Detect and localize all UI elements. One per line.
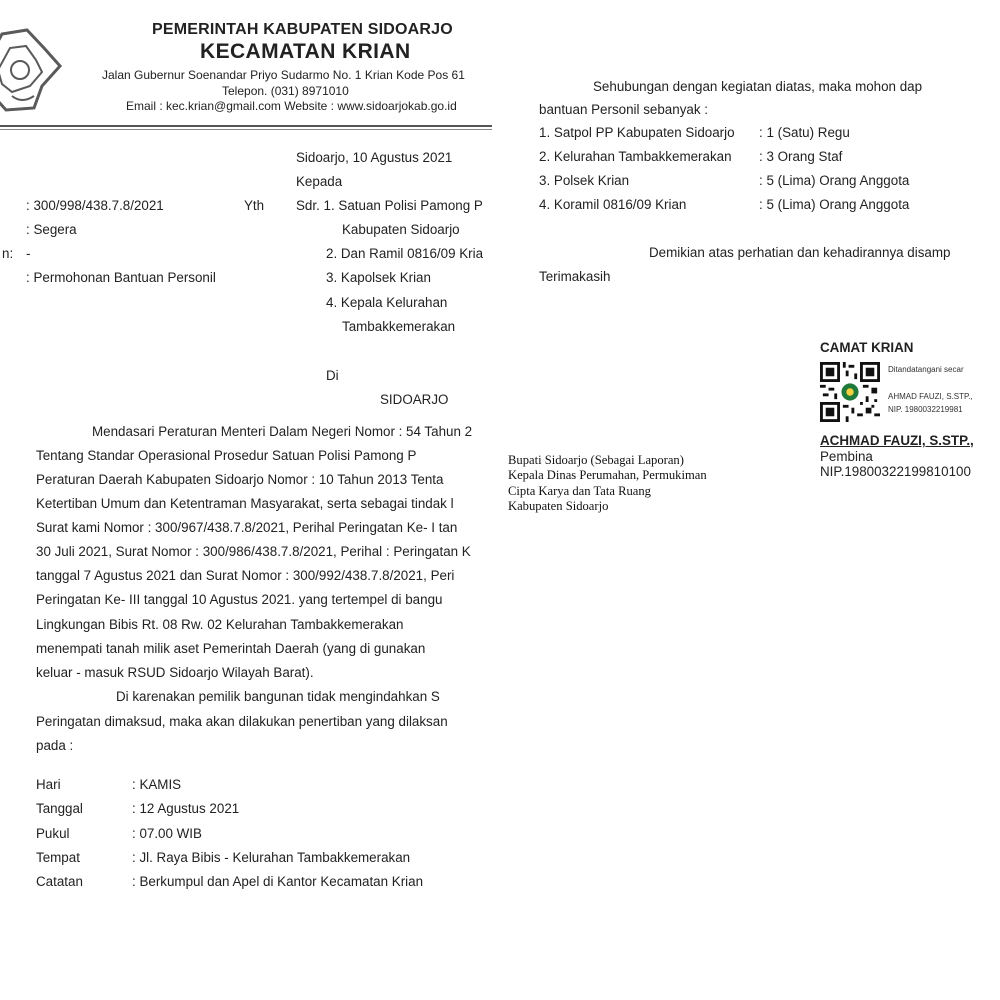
signer-nip: NIP.19800322199810100 bbox=[820, 464, 971, 479]
schedule-value: : 07.00 WIB bbox=[132, 826, 202, 841]
esign-name: AHMAD FAUZI, S.STP., bbox=[888, 392, 973, 401]
request-intro-cont: bantuan Personil sebanyak : bbox=[539, 102, 708, 117]
recipient-line: Kabupaten Sidoarjo bbox=[342, 222, 460, 237]
qr-code-icon bbox=[820, 362, 880, 422]
attachment-label: n: bbox=[2, 246, 14, 261]
body-line: Surat kami Nomor : 300/967/438.7.8/2021, Perihal Peringatan Ke- I tan bbox=[36, 520, 458, 535]
personnel-qty: : 5 (Lima) Orang Anggota bbox=[759, 173, 910, 188]
personnel-name: 3. Polsek Krian bbox=[539, 173, 630, 188]
header-rule-thin bbox=[0, 129, 492, 130]
schedule-label: Tempat bbox=[36, 850, 80, 865]
header-office: KECAMATAN KRIAN bbox=[200, 40, 411, 63]
personnel-name: 4. Koramil 0816/09 Krian bbox=[539, 197, 687, 212]
signer-title: CAMAT KRIAN bbox=[820, 340, 914, 355]
body-line: Peringatan Ke- III tanggal 10 Agustus 2021. yang tertempel di bangu bbox=[36, 592, 443, 607]
recipient-line: Sdr. 1. Satuan Polisi Pamong P bbox=[296, 198, 483, 213]
cc-line: Kepala Dinas Perumahan, Permukiman bbox=[508, 468, 707, 482]
schedule-label: Tanggal bbox=[36, 801, 83, 816]
recipient-line: Tambakkemerakan bbox=[342, 319, 456, 334]
letter-urgency: : Segera bbox=[26, 222, 77, 237]
schedule-value: : 12 Agustus 2021 bbox=[132, 801, 240, 816]
schedule-label: Hari bbox=[36, 777, 61, 792]
schedule-label: Catatan bbox=[36, 874, 83, 889]
di-label: Di bbox=[326, 368, 339, 383]
body-line: pada : bbox=[36, 738, 74, 753]
personnel-qty: : 1 (Satu) Regu bbox=[759, 125, 850, 140]
personnel-qty: : 3 Orang Staf bbox=[759, 149, 843, 164]
place-date: Sidoarjo, 10 Agustus 2021 bbox=[296, 150, 453, 165]
to-label: Kepada bbox=[296, 174, 343, 189]
header-address: Jalan Gubernur Soenandar Priyo Sudarmo No. 1 Krian Kode Pos 61 bbox=[102, 68, 465, 82]
body-line: Mendasari Peraturan Menteri Dalam Negeri Nomor : 54 Tahun 2 bbox=[92, 424, 473, 439]
signer-rank: Pembina bbox=[820, 449, 873, 464]
regency-emblem-icon bbox=[0, 26, 68, 116]
signer-name: ACHMAD FAUZI, S.STP., bbox=[820, 433, 974, 448]
schedule-label: Pukul bbox=[36, 826, 70, 841]
header-phone: Telepon. (031) 8971010 bbox=[222, 84, 349, 98]
body-line: Di karenakan pemilik bangunan tidak mengindahkan S bbox=[116, 689, 440, 704]
destination-city: SIDOARJO bbox=[380, 392, 449, 407]
body-line: Ketertiban Umum dan Ketentraman Masyarakat, serta sebagai tindak l bbox=[36, 496, 454, 511]
personnel-name: 2. Kelurahan Tambakkemerakan bbox=[539, 149, 732, 164]
cc-line: Kabupaten Sidoarjo bbox=[508, 499, 609, 513]
body-line: menempati tanah milik aset Pemerintah Daerah (yang di gunakan bbox=[36, 641, 426, 656]
thanks: Terimakasih bbox=[539, 269, 611, 284]
body-line: Peringatan dimaksud, maka akan dilakukan penertiban yang dilaksan bbox=[36, 714, 448, 729]
cc-line: Bupati Sidoarjo (Sebagai Laporan) bbox=[508, 453, 684, 467]
left-page bbox=[0, 0, 492, 1000]
header-government: PEMERINTAH KABUPATEN SIDOARJO bbox=[152, 21, 453, 38]
header-rule bbox=[0, 125, 492, 127]
body-line: tanggal 7 Agustus 2021 dan Surat Nomor : 300/992/438.7.8/2021, Peri bbox=[36, 568, 455, 583]
letter-number: : 300/998/438.7.8/2021 bbox=[26, 198, 164, 213]
personnel-qty: : 5 (Lima) Orang Anggota bbox=[759, 197, 910, 212]
schedule-value: : Jl. Raya Bibis - Kelurahan Tambakkemerakan bbox=[132, 850, 411, 865]
body-line: Lingkungan Bibis Rt. 08 Rw. 02 Kelurahan Tambakkemerakan bbox=[36, 617, 404, 632]
closing-sentence: Demikian atas perhatian dan kehadirannya disamp bbox=[649, 245, 951, 260]
schedule-value: : Berkumpul dan Apel di Kantor Kecamatan Krian bbox=[132, 874, 424, 889]
cc-line: Cipta Karya dan Tata Ruang bbox=[508, 484, 651, 498]
body-line: Peraturan Daerah Kabupaten Sidoarjo Nomor : 10 Tahun 2013 Tenta bbox=[36, 472, 444, 487]
body-line: keluar - masuk RSUD Sidoarjo Wilayah Barat). bbox=[36, 665, 314, 680]
recipient-line: 3. Kapolsek Krian bbox=[326, 270, 431, 285]
esign-note: Ditandatangani secar bbox=[888, 365, 964, 374]
yth-label: Yth bbox=[244, 198, 265, 213]
right-page bbox=[505, 0, 1000, 1000]
header-email-website: Email : kec.krian@gmail.com Website : www.sidoarjokab.go.id bbox=[126, 99, 457, 113]
body-line: Tentang Standar Operasional Prosedur Satuan Polisi Pamong P bbox=[36, 448, 417, 463]
esign-nip: NIP. 1980032219981 bbox=[888, 405, 963, 414]
body-line: 30 Juli 2021, Surat Nomor : 300/986/438.7.8/2021, Perihal : Peringatan K bbox=[36, 544, 471, 559]
attachment-value: - bbox=[26, 246, 31, 261]
schedule-value: : KAMIS bbox=[132, 777, 182, 792]
personnel-name: 1. Satpol PP Kabupaten Sidoarjo bbox=[539, 125, 735, 140]
letter-subject: : Permohonan Bantuan Personil bbox=[26, 270, 216, 285]
recipient-line: 4. Kepala Kelurahan bbox=[326, 295, 448, 310]
request-intro: Sehubungan dengan kegiatan diatas, maka mohon dap bbox=[593, 79, 923, 94]
recipient-line: 2. Dan Ramil 0816/09 Kria bbox=[326, 246, 484, 261]
